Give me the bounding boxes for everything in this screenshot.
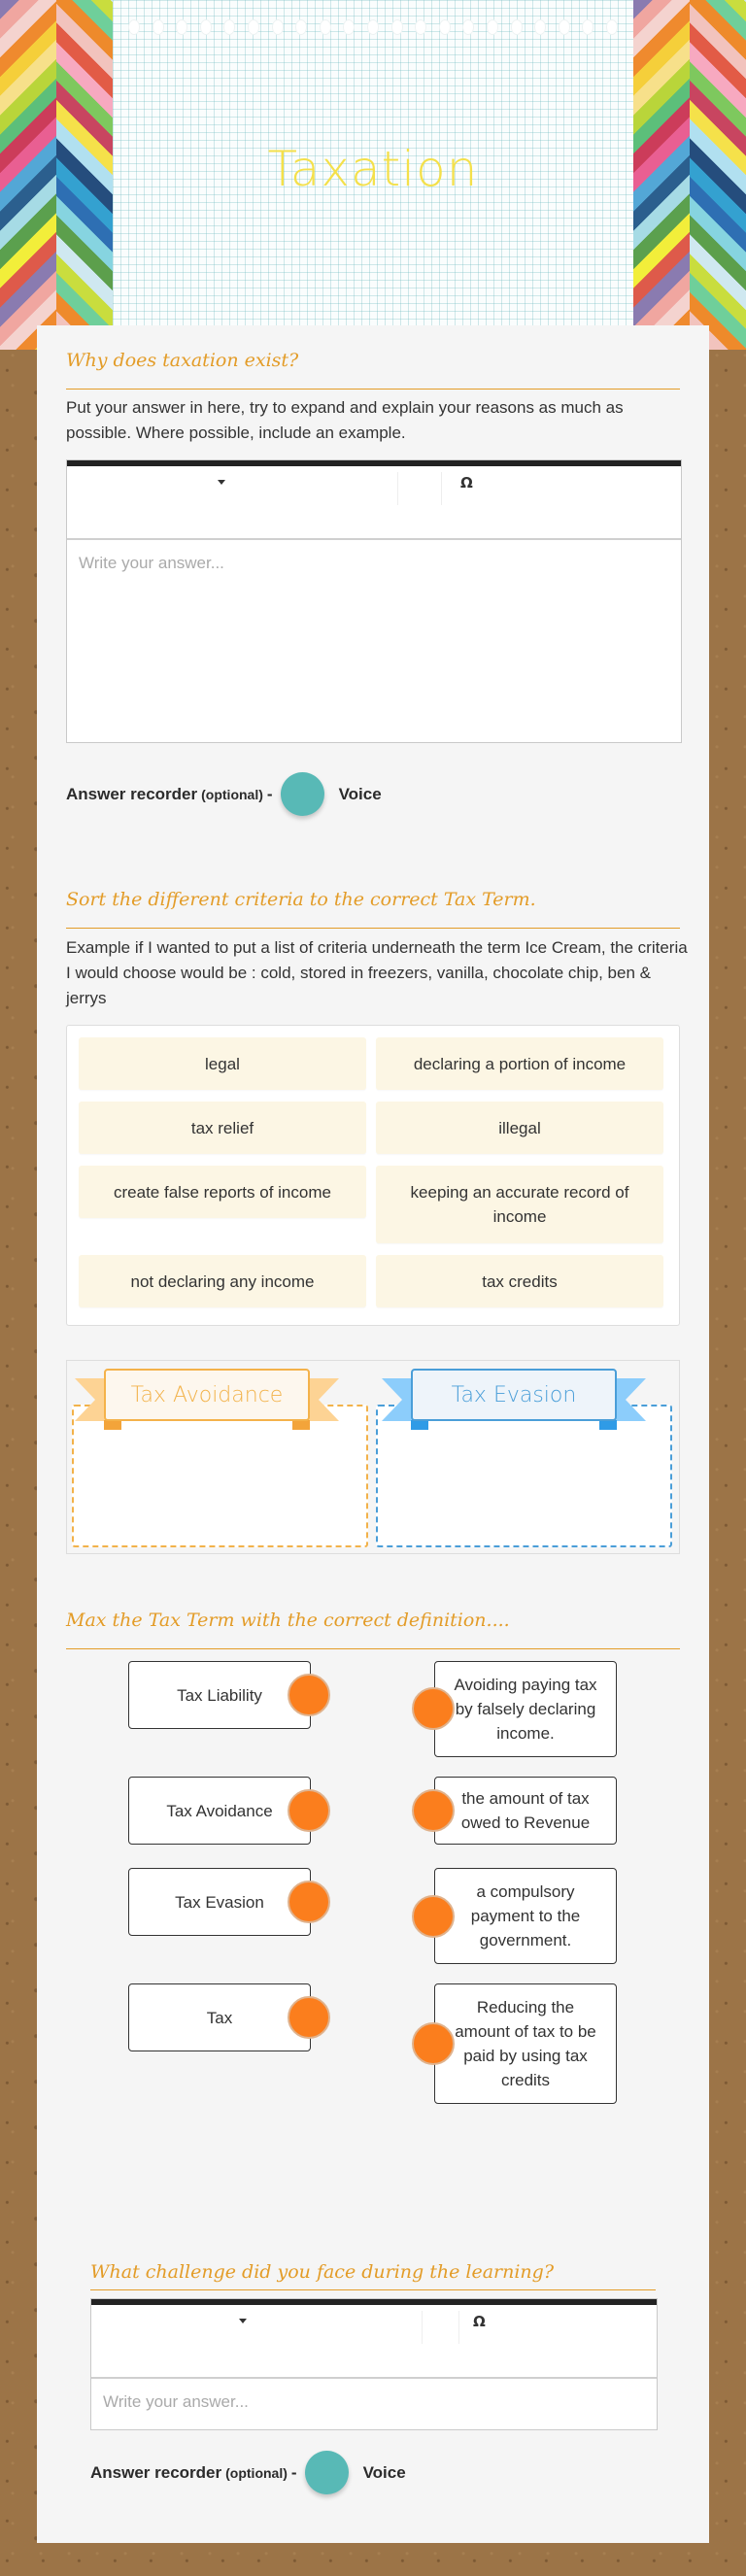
answer-recorder	[90, 2451, 406, 2494]
worksheet-card	[37, 325, 709, 2543]
question-title: Max the Tax Term with the correct definition....	[66, 1610, 510, 1631]
match-definition: the amount of tax owed to Revenue	[434, 1777, 617, 1845]
sort-item[interactable]: illegal	[376, 1102, 663, 1154]
match-definition: a compulsory payment to the government.	[434, 1868, 617, 1964]
record-button[interactable]	[305, 2451, 349, 2494]
chevron-pattern-right	[633, 0, 746, 350]
toolbar-button[interactable]	[426, 2311, 456, 2344]
match-term: Tax Avoidance	[128, 1777, 311, 1845]
editor-toolbar	[91, 2305, 657, 2379]
bucket-label: Tax Evasion	[411, 1369, 617, 1421]
match-term: Tax	[128, 1983, 311, 2051]
sort-item[interactable]: declaring a portion of income	[376, 1037, 663, 1090]
match-connector-term[interactable]	[288, 1996, 330, 2039]
special-character-icon[interactable]: Ω	[473, 2313, 486, 2330]
recorder-voice-label: Voice	[362, 2462, 406, 2482]
sort-item-pool	[66, 1025, 680, 1326]
title-divider	[90, 2289, 656, 2290]
format-dropdown[interactable]	[91, 2305, 373, 2344]
answer-textarea[interactable]: Write your answer...	[103, 2392, 249, 2411]
chevron-pattern-left	[0, 0, 113, 350]
question-description: Put your answer in here, try to expand and explain your reasons as much as possible. Where possible, include an example.	[66, 398, 624, 442]
answer-editor	[90, 2298, 658, 2430]
title-divider	[66, 928, 680, 929]
match-term: Tax Liability	[128, 1661, 311, 1729]
format-dropdown[interactable]	[67, 466, 397, 505]
sort-buckets	[66, 1360, 680, 1554]
sort-item[interactable]: keeping an accurate record of income	[376, 1166, 663, 1243]
toolbar-button[interactable]	[402, 472, 431, 505]
answer-editor	[66, 459, 682, 743]
question-title: What challenge did you face during the learning?	[90, 2261, 555, 2283]
recorder-label: Answer recorder	[90, 2462, 222, 2482]
caret-down-icon	[218, 480, 225, 485]
recorder-dash: -	[266, 784, 273, 803]
title-divider	[66, 1648, 680, 1649]
toolbar-separator	[397, 472, 398, 505]
notebook-holes-top	[128, 19, 618, 35]
bucket-label: Tax Avoidance	[104, 1369, 310, 1421]
sort-item[interactable]: tax relief	[79, 1102, 366, 1154]
header-banner	[0, 0, 746, 350]
match-connector-definition[interactable]	[412, 2022, 455, 2065]
special-character-icon[interactable]: Ω	[460, 474, 473, 491]
page-title: Taxation	[267, 141, 479, 197]
sort-item[interactable]: create false reports of income	[79, 1166, 366, 1218]
match-connector-term[interactable]	[288, 1881, 330, 1923]
sort-item[interactable]: not declaring any income	[79, 1255, 366, 1307]
recorder-voice-label: Voice	[338, 784, 382, 803]
match-definition: Reducing the amount of tax to be paid by using tax credits	[434, 1983, 617, 2104]
question-title: Why does taxation exist?	[66, 350, 299, 371]
match-connector-term[interactable]	[288, 1674, 330, 1716]
sort-item[interactable]: legal	[79, 1037, 366, 1090]
recorder-optional: (optional)	[201, 786, 263, 802]
toolbar-separator	[441, 472, 442, 505]
title-divider	[66, 389, 680, 390]
match-connector-definition[interactable]	[412, 1789, 455, 1832]
editor-toolbar	[67, 466, 681, 540]
answer-recorder	[66, 772, 382, 816]
recorder-label: Answer recorder	[66, 784, 198, 803]
sort-item[interactable]: tax credits	[376, 1255, 663, 1307]
match-connector-definition[interactable]	[412, 1895, 455, 1938]
match-definition: Avoiding paying tax by falsely declaring income.	[434, 1661, 617, 1757]
question-title: Sort the different criteria to the correct Tax Term.	[66, 889, 536, 910]
recorder-optional: (optional)	[225, 2464, 288, 2481]
toolbar-separator	[458, 2311, 459, 2344]
match-connector-definition[interactable]	[412, 1687, 455, 1730]
match-term: Tax Evasion	[128, 1868, 311, 1936]
question-description: Example if I wanted to put a list of criteria underneath the term Ice Cream, the criteria I would choose would be : cold, stored in freezers, vanilla, chocolate chip, ben & jerrys	[66, 938, 688, 1007]
caret-down-icon	[239, 2319, 247, 2323]
ribbon-tax-avoidance	[75, 1369, 339, 1422]
recorder-dash: -	[290, 2462, 297, 2482]
match-connector-term[interactable]	[288, 1789, 330, 1832]
record-button[interactable]	[281, 772, 324, 816]
answer-textarea[interactable]: Write your answer...	[79, 554, 224, 572]
ribbon-tax-evasion	[382, 1369, 646, 1422]
toolbar-separator	[422, 2311, 423, 2344]
